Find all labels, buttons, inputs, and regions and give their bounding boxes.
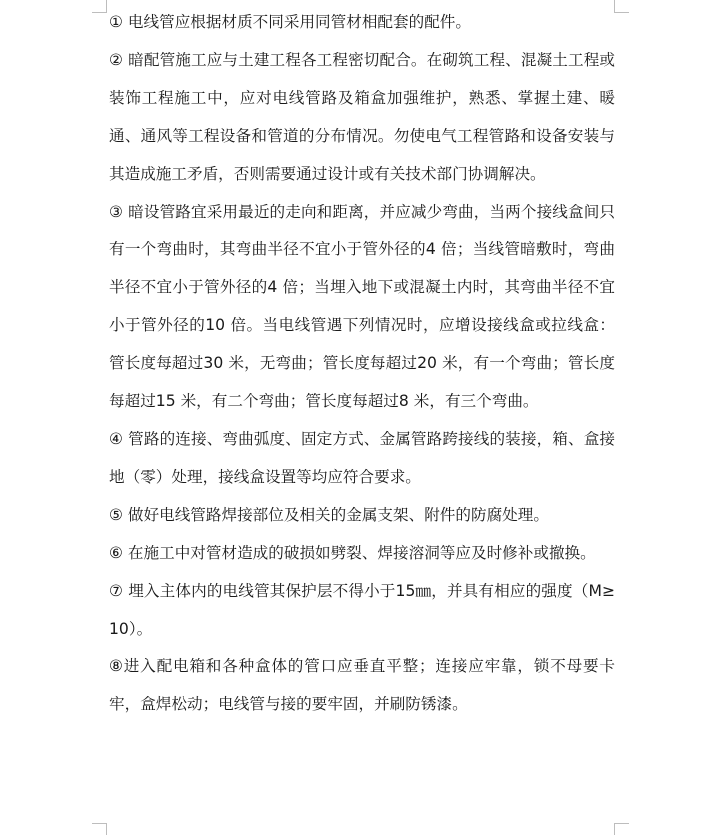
document-body[interactable] <box>109 4 615 724</box>
paragraph-4: ④ 管路的连接、弯曲弧度、固定方式、金属管路跨接线的装接，箱、盒接地（零）处理，接线盒设置等均应符合要求。 <box>109 429 615 486</box>
paragraph-2: ② 暗配管施工应与土建工程各工程密切配合。在砌筑工程、混凝土工程或装饰工程施工中，应对电线管路及箱盒加强维护，熟悉、掌握土建、暖通、通风等工程设备和管道的分布情况。勿使电气工程管路和设备安装与其造成施工矛盾，否则需要通过设计或有关技术部门协调解决。 <box>109 50 615 183</box>
paragraph-5: ⑤ 做好电线管路焊接部位及相关的金属支架、附件的防腐处理。 <box>109 505 549 524</box>
page-corner-mark-bottom-right <box>614 823 629 835</box>
paragraph-1: ① 电线管应根据材质不同采用同管材相配套的配件。 <box>109 13 471 31</box>
paragraph-3: ③ 暗设管路宜采用最近的走向和距离，并应减少弯曲，当两个接线盒间只有一个弯曲时，其弯曲半径不宜小于管外径的4 倍；当线管暗敷时，弯曲半径不宜小于管外径的4 倍；当埋入地下或混凝土内时，其弯曲半径不宜小于管外径的10 倍。当电线管遇下列情况时，应增设接线盒或拉线盒：管长度每超过30 米，无弯曲；管长度每超过20 米，有一个弯曲；管长度每超过15 米，有二个弯曲；管长度每超过8 米，有三个弯曲。 <box>109 202 615 411</box>
paragraph-7: ⑦ 埋入主体内的电线管其保护层不得小于15㎜，并具有相应的强度（M≥10）。 <box>109 581 615 638</box>
page-corner-mark-top-right <box>614 0 629 13</box>
paragraph-8: ⑧进入配电箱和各种盒体的管口应垂直平整；连接应牢靠，锁不母要卡牢，盒焊松动；电线管与接的要牢固，并刷防锈漆。 <box>109 657 615 714</box>
page-corner-mark-top-left <box>92 0 107 13</box>
paragraph-6: ⑥ 在施工中对管材造成的破损如劈裂、焊接溶洞等应及时修补或撤换。 <box>109 543 596 562</box>
page-corner-mark-bottom-left <box>92 823 107 835</box>
